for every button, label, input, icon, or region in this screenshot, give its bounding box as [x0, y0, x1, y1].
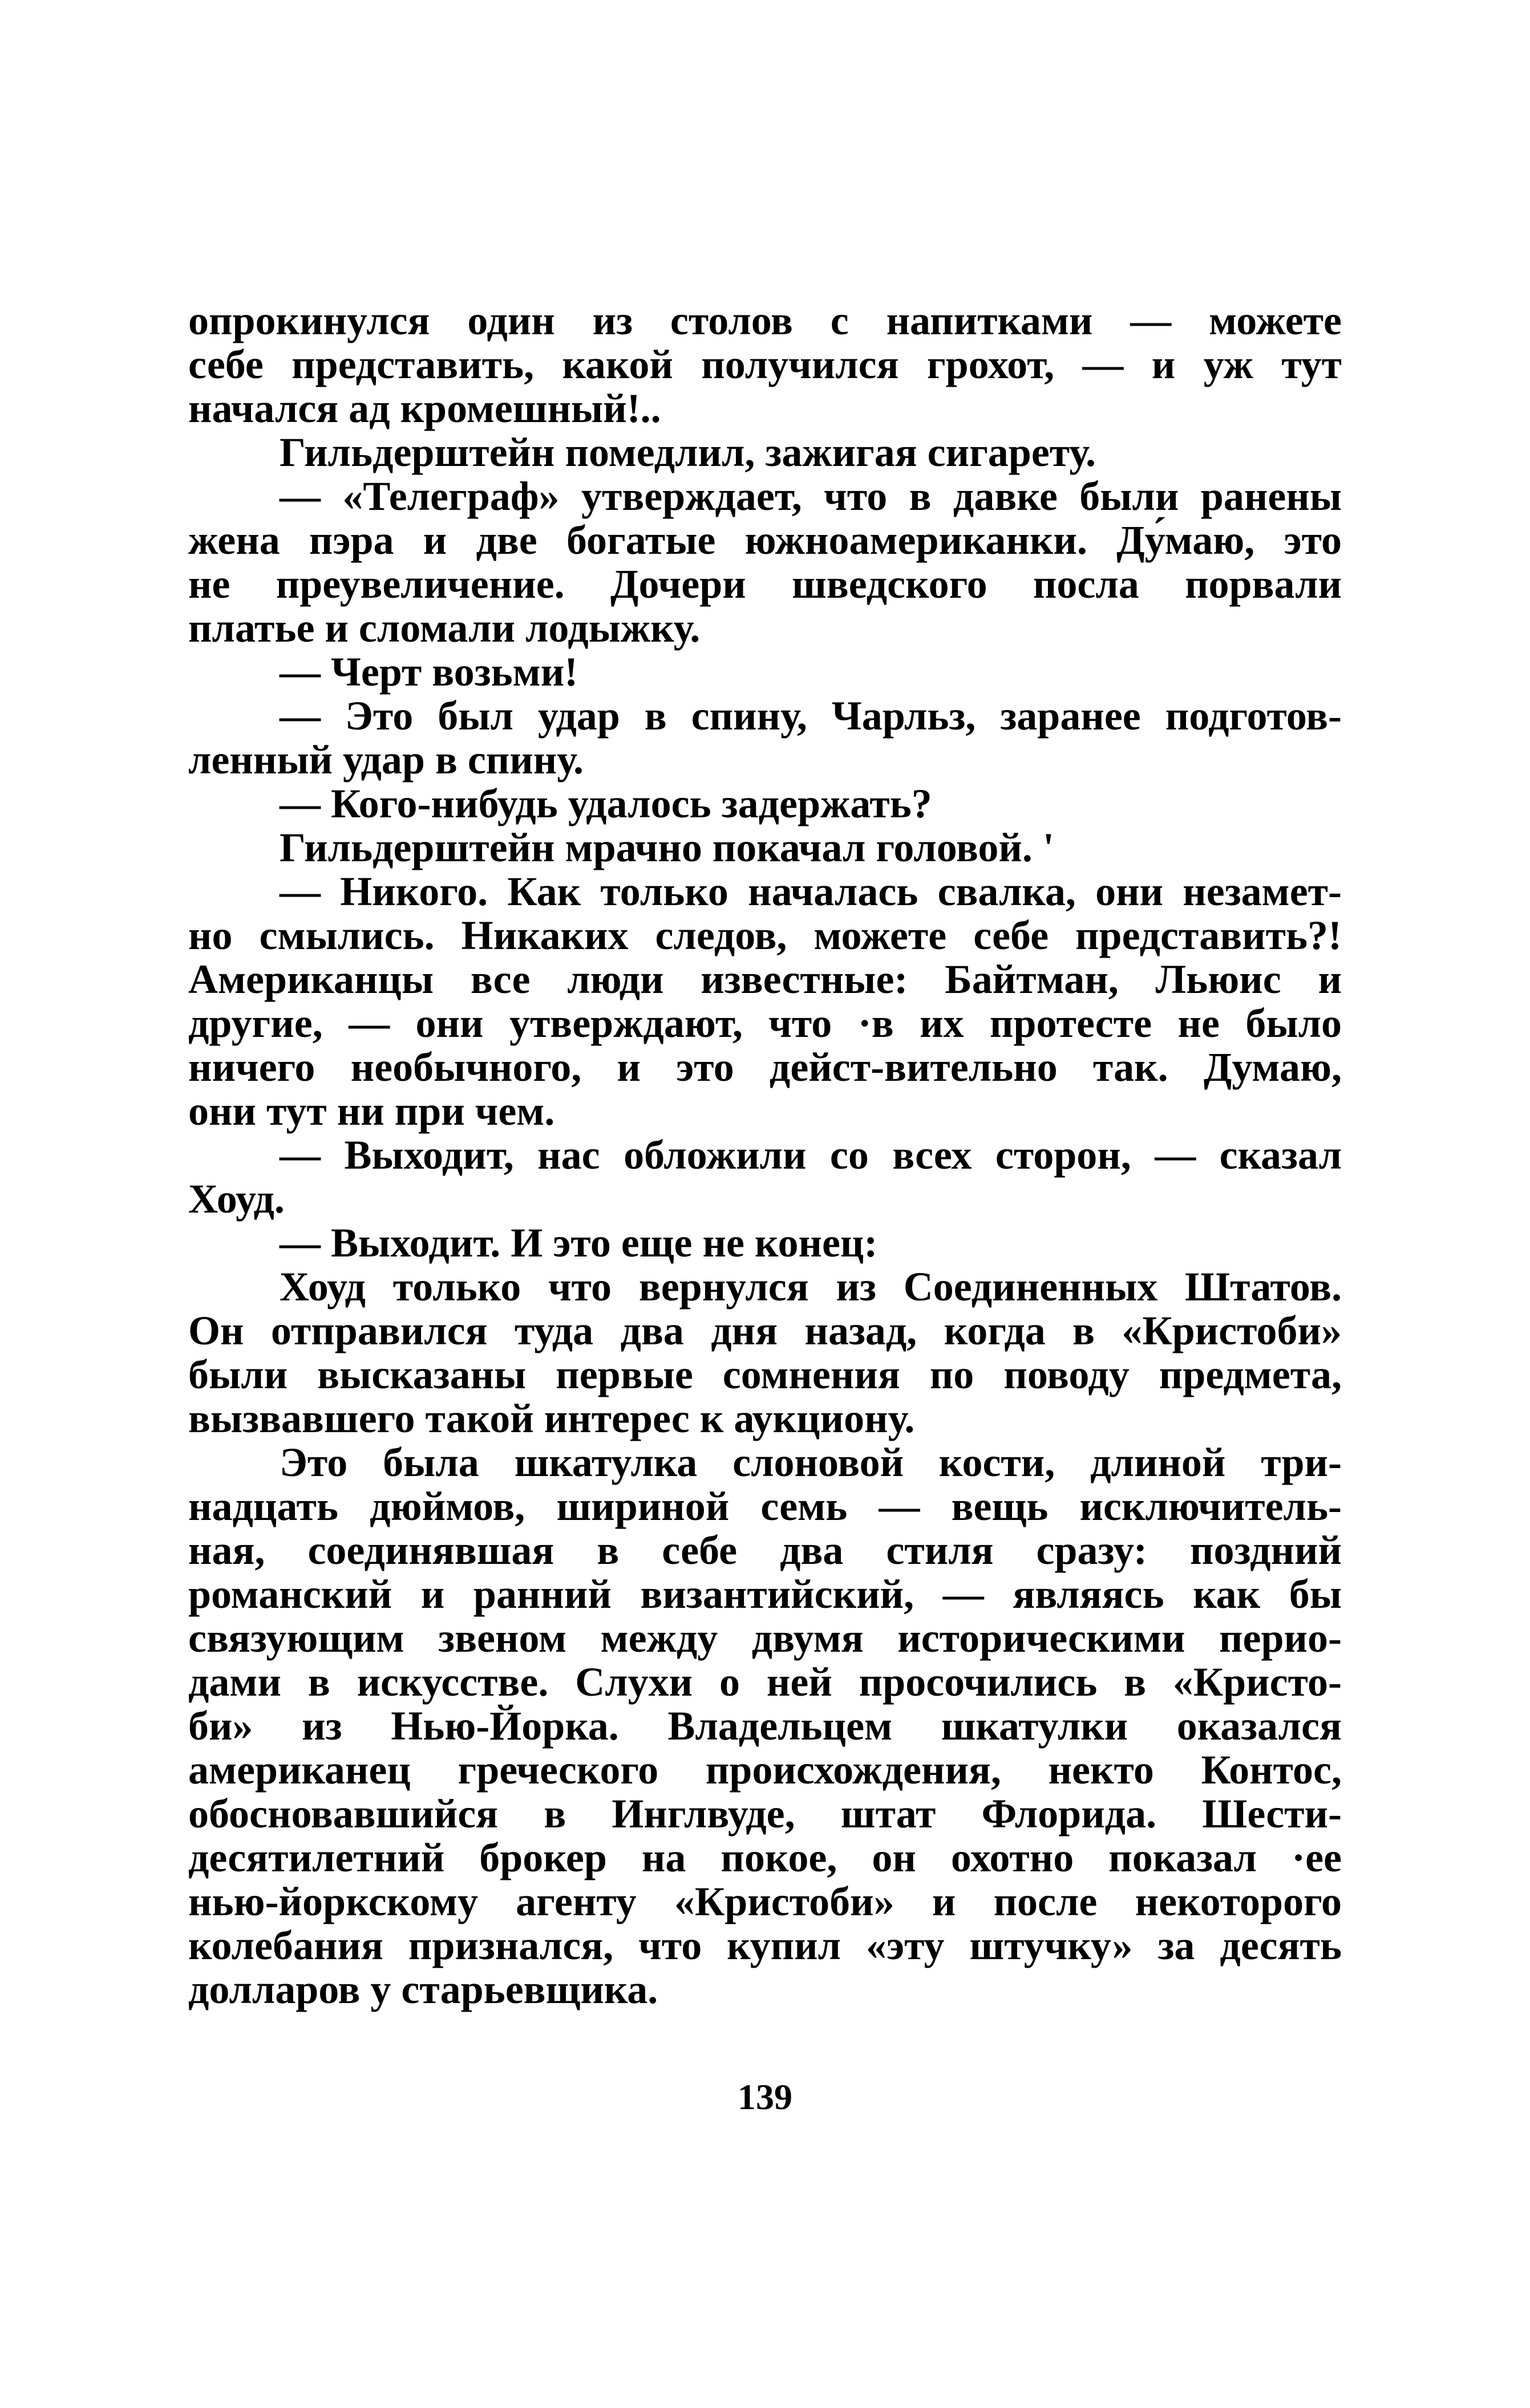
text-line: Хоуд. — [188, 1176, 285, 1222]
text-line: платье и сломали лодыжку. — [188, 605, 701, 651]
text-line: жена пэра и две богатые южноамериканки. Ду́маю, это — [188, 517, 1342, 563]
text-line: — Черт возьми! — [280, 649, 578, 695]
text-line: дами в искусстве. Слухи о ней просочились в «Кристо- — [188, 1659, 1342, 1705]
text-line: начался ад кромешный!.. — [188, 386, 661, 431]
text-line: ничего необычного, и это дейст-вительно так. Думаю, — [188, 1044, 1342, 1090]
text-line: обосновавшийся в Инглвуде, штат Флорида. Шести- — [188, 1791, 1342, 1837]
text-line: ная, соединявшая в себе два стиля сразу: поздний — [188, 1527, 1342, 1573]
text-line: американец греческого происхождения, некто Контос, — [188, 1747, 1342, 1793]
text-line: колебания признался, что купил «эту штучку» за десять — [188, 1923, 1342, 1968]
text-line: Это была шкатулка слоновой кости, длиной три- — [280, 1440, 1342, 1485]
text-line: они тут ни при чем. — [188, 1088, 555, 1134]
text-line: Он отправился туда два дня назад, когда в «Кристоби» — [188, 1308, 1342, 1353]
text-line: нью-йоркскому агенту «Кристоби» и после некоторого — [188, 1879, 1342, 1924]
text-line: долларов у старьевщика. — [188, 1967, 658, 2012]
text-line: но смылись. Никаких следов, можете себе представить?! — [188, 913, 1342, 958]
text-line: Хоуд только что вернулся из Соединенных Штатов. — [280, 1264, 1342, 1310]
page-number: 139 — [738, 2077, 792, 2117]
text-line: би» из Нью-Йорка. Владельцем шкатулки оказался — [188, 1703, 1342, 1749]
text-line: — Кого-нибудь удалось задержать? — [280, 781, 932, 826]
text-line: не преувеличение. Дочери шведского посла порвали — [188, 561, 1342, 607]
text-line: — «Телеграф» утверждает, что в давке были ранены — [280, 473, 1342, 519]
text-line: другие, — они утверждают, что ·в их протесте не было — [188, 1000, 1342, 1046]
text-line: десятилетний брокер на покое, он охотно показал ·ее — [188, 1835, 1342, 1880]
text-line: — Выходит, нас обложили со всех сторон, — сказал — [280, 1132, 1342, 1178]
text-line: себе представить, какой получился грохот, — и уж тут — [188, 342, 1342, 387]
text-line: Американцы все люди известные: Байтман, Льюис и — [188, 956, 1342, 1002]
text-line: — Выходит. И это еще не конец: — [280, 1220, 878, 1266]
text-line: Гильдерштейн мрачно покачал головой. ' — [280, 825, 1054, 870]
text-line: ленный удар в спину. — [188, 737, 584, 783]
text-line: романский и ранний византийский, — являясь как бы — [188, 1571, 1342, 1617]
text-line: надцать дюймов, шириной семь — вещь исключитель- — [188, 1483, 1342, 1529]
text-line: — Никого. Как только началась свалка, они незамет- — [280, 869, 1342, 914]
text-line: — Это был удар в спину, Чарльз, заранее подготов- — [280, 693, 1342, 739]
text-line: опрокинулся один из столов с напитками — можете — [188, 298, 1342, 343]
text-line: связующим звеном между двумя историческими перио- — [188, 1615, 1342, 1661]
text-line: были высказаны первые сомнения по поводу предмета, — [188, 1352, 1342, 1397]
page-text — [188, 299, 1342, 2012]
text-line: вызвавшего такой интерес к аукциону. — [188, 1396, 915, 1441]
text-line: Гильдерштейн помедлил, зажигая сигарету. — [280, 429, 1096, 475]
